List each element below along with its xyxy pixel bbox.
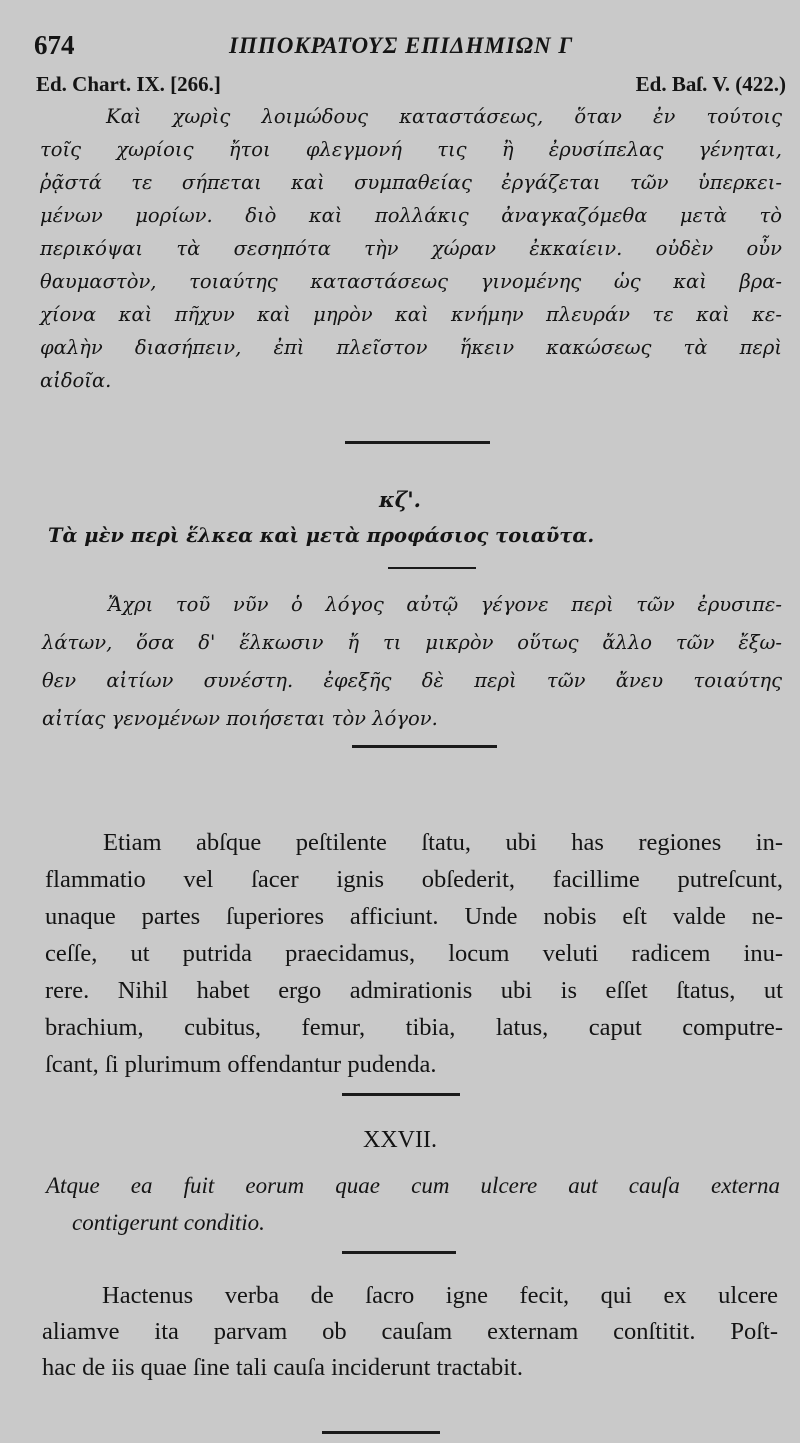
text-line: θεν αἰτίων συνέστη. ἐφεξῆς δὲ περὶ τῶν ἄνευ τοιαύτης [42,669,782,692]
greek-paragraph-2 [42,586,782,738]
text-line: Καὶ χωρὶς λοιμώδους καταστάσεως, ὅταν ἐν τούτοις [106,105,782,128]
latin-paragraph-1 [45,824,783,1083]
text-line: Ἄχρι τοῦ νῦν ὁ λόγος αὐτῷ γέγονε περὶ τῶν ἐρυσιπε- [108,593,782,616]
text-line: Hactenus verba de ſacro igne fecit, qui ex ulcere [102,1282,778,1309]
text-line: brachium, cubitus, femur, tibia, latus, caput computre- [45,1014,783,1041]
page-number: 674 [34,30,75,60]
text-line: μένων μορίων. διὸ καὶ πολλάκις ἀναγκαζόμεθα μετὰ τὸ [40,204,782,227]
lemma-divider [388,567,476,569]
latin-section-number: XXVII. [363,1127,437,1153]
page-header [34,30,784,64]
text-line: Etiam abſque peſtilente ſtatu, ubi has regiones in- [103,829,783,856]
latin-paragraph-2 [42,1278,778,1386]
text-line: ῥᾷστά τε σήπεται καὶ συμπαθείας ἐργάζεται τῶν ὑπερκει- [40,171,782,194]
lemma-divider [342,1251,456,1254]
edition-references [36,72,786,102]
edition-chart-reference: Ed. Chart. IX. [266.] [36,72,221,96]
text-line: χίονα καὶ πῆχυν καὶ μηρὸν καὶ κνήμην πλευράν τε καὶ κε- [40,303,782,326]
text-line: λάτων, ὅσα δ' ἕλκωσιν ἤ τι μικρὸν οὕτως ἄλλο τῶν ἔξω- [42,631,782,654]
text-line: unaque partes ſuperiores afficiunt. Unde nobis eſt valde ne- [45,903,783,930]
text-line: aliamve ita parvam ob cauſam externam conſtitit. Poſt- [42,1318,778,1345]
text-line: τοῖς χωρίοις ἤτοι φλεγμονή τις ἢ ἐρυσίπελας γένηται, [40,138,782,161]
text-line: ſcant, ſi plurimum offendantur pudenda. [45,1051,437,1078]
section-divider [352,745,497,748]
text-line: θαυμαστὸν, τοιαύτης καταστάσεως γινομένης ὡς καὶ βρα- [40,270,782,293]
greek-lemma [48,520,788,552]
text-line: φαλὴν διασήπειν, ἐπὶ πλεῖστον ἥκειν κακώσεως τὰ περὶ [40,336,782,359]
greek-paragraph-1 [40,100,782,397]
edition-basel-reference: Ed. Baſ. V. (422.) [635,72,786,96]
running-title: ΙΠΠΟΚΡΑΤΟΥΣ ΕΠΙΔΗΜΙΩΝ Γ [229,33,574,58]
text-line: αἰδοῖα. [40,369,112,392]
section-divider [342,1093,460,1096]
text-line: rere. Nihil habet ergo admirationis ubi is eſſet ſtatus, ut [45,977,783,1004]
text-line: Τὰ μὲν περὶ ἕλκεα καὶ μετὰ προφάσιος τοιαῦτα. [48,524,595,547]
text-line: contigerunt conditio. [72,1210,265,1235]
text-line: flammatio vel ſacer ignis obſederit, facillime putreſcunt, [45,866,783,893]
greek-section-number: κζ'. [379,487,421,512]
section-divider [322,1431,440,1434]
text-line: hac de iis quae ſine tali cauſa inciderunt tractabit. [42,1354,523,1381]
text-line: ceſſe, ut putrida praecidamus, locum veluti radicem inu- [45,940,783,967]
latin-lemma [46,1167,780,1241]
section-divider [345,441,490,444]
text-line: Atque ea fuit eorum quae cum ulcere aut cauſa externa [46,1173,780,1198]
text-line: περικόψαι τὰ σεσηπότα τὴν χώραν ἐκκαίειν. οὐδὲν οὖν [40,237,782,260]
text-line: αἰτίας γενομένων ποιήσεται τὸν λόγον. [42,707,438,730]
